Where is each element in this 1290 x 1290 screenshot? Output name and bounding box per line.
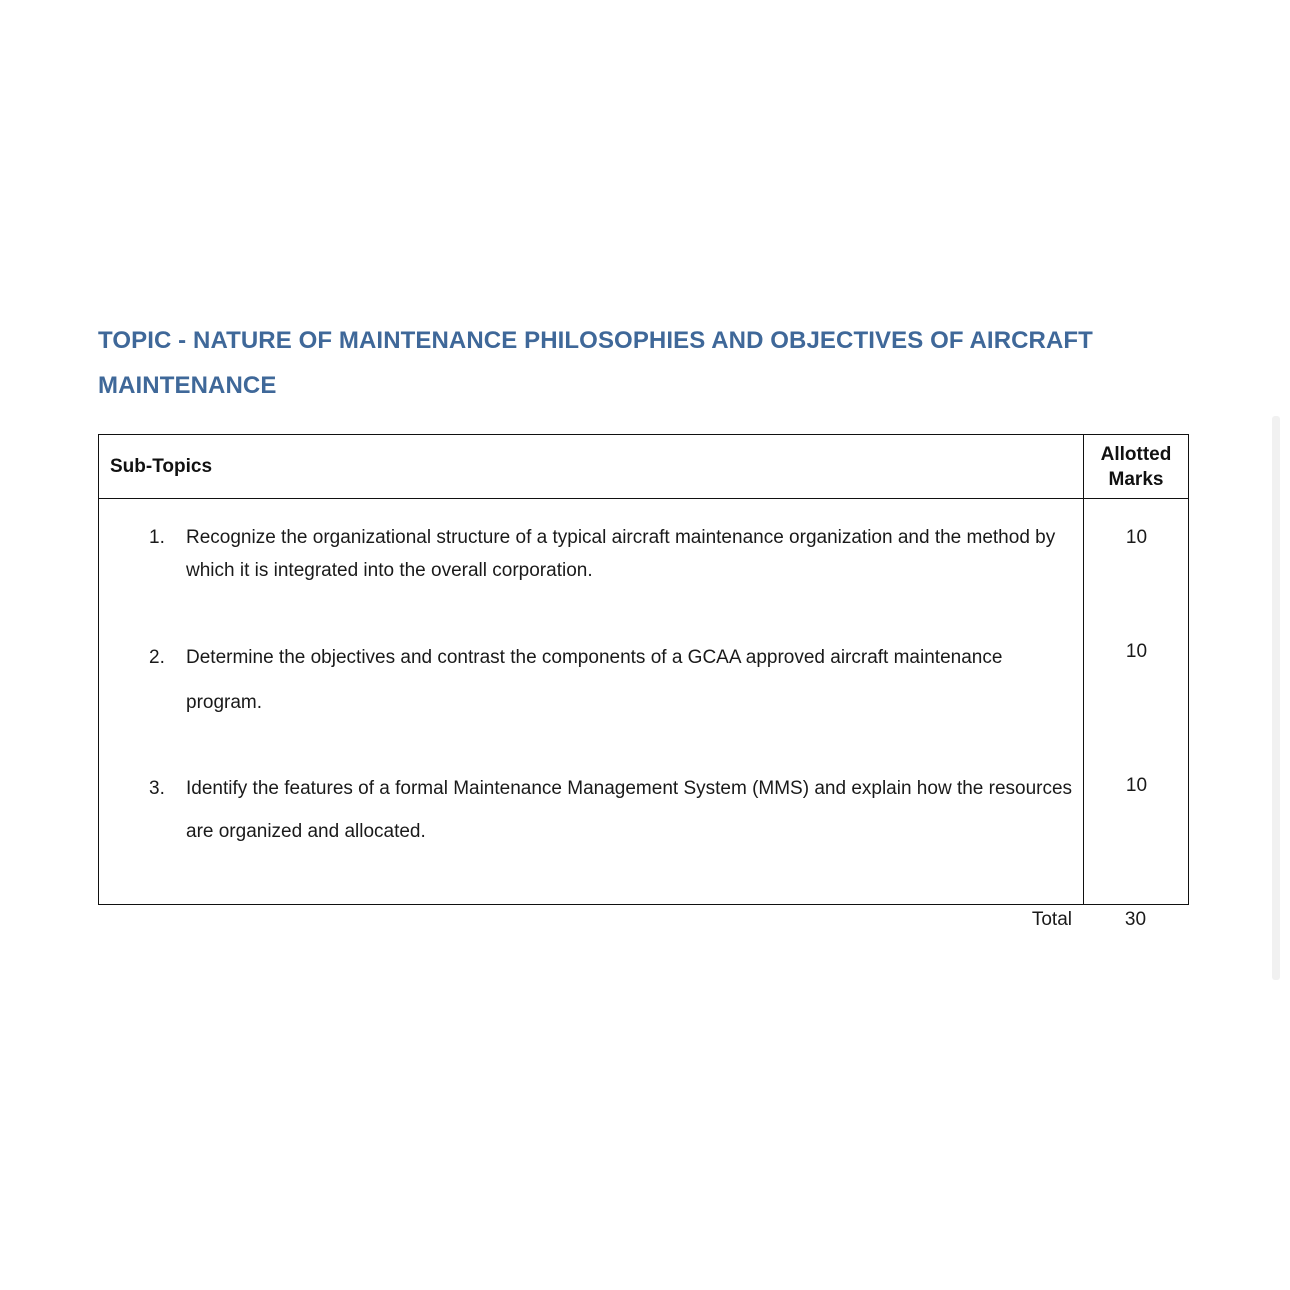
sub-topic-number: 3. [149, 778, 165, 799]
table-header-row [99, 435, 1189, 499]
total-label: Total [1031, 909, 1072, 930]
sub-topics-cell [99, 499, 1084, 905]
sub-topic-marks: 10 [1125, 527, 1148, 548]
sub-topic-marks: 10 [1125, 775, 1148, 796]
sub-topic-number: 1. [149, 527, 165, 548]
allotted-marks-header-line2: Marks [1108, 468, 1164, 490]
sub-topics-header: Sub-Topics [99, 435, 1084, 499]
sub-topic-text: Recognize the organizational structure of a typical aircraft maintenance organization and the method by which it is integrated into the overall corporation. [186, 527, 1056, 581]
sub-topic-text: Identify the features of a formal Maintenance Management System (MMS) and explain how the resources are organized and allocated. [186, 778, 1073, 842]
marks-cell [1084, 499, 1189, 905]
table-body-row [99, 499, 1189, 905]
allotted-marks-header [1084, 435, 1189, 499]
allotted-marks-header-line1: Allotted [1100, 443, 1172, 465]
sub-topics-table [98, 434, 1189, 905]
total-value: 30 [1124, 909, 1147, 930]
sub-topic-number: 2. [149, 647, 165, 668]
document-title: TOPIC - NATURE OF MAINTENANCE PHILOSOPHIES AND OBJECTIVES OF AIRCRAFT MAINTENANCE [98, 327, 1093, 399]
sub-topic-text: Determine the objectives and contrast the components of a GCAA approved aircraft maintenance program. [186, 647, 1003, 713]
vertical-scrollbar[interactable] [1272, 416, 1280, 980]
sub-topic-marks: 10 [1125, 641, 1148, 662]
